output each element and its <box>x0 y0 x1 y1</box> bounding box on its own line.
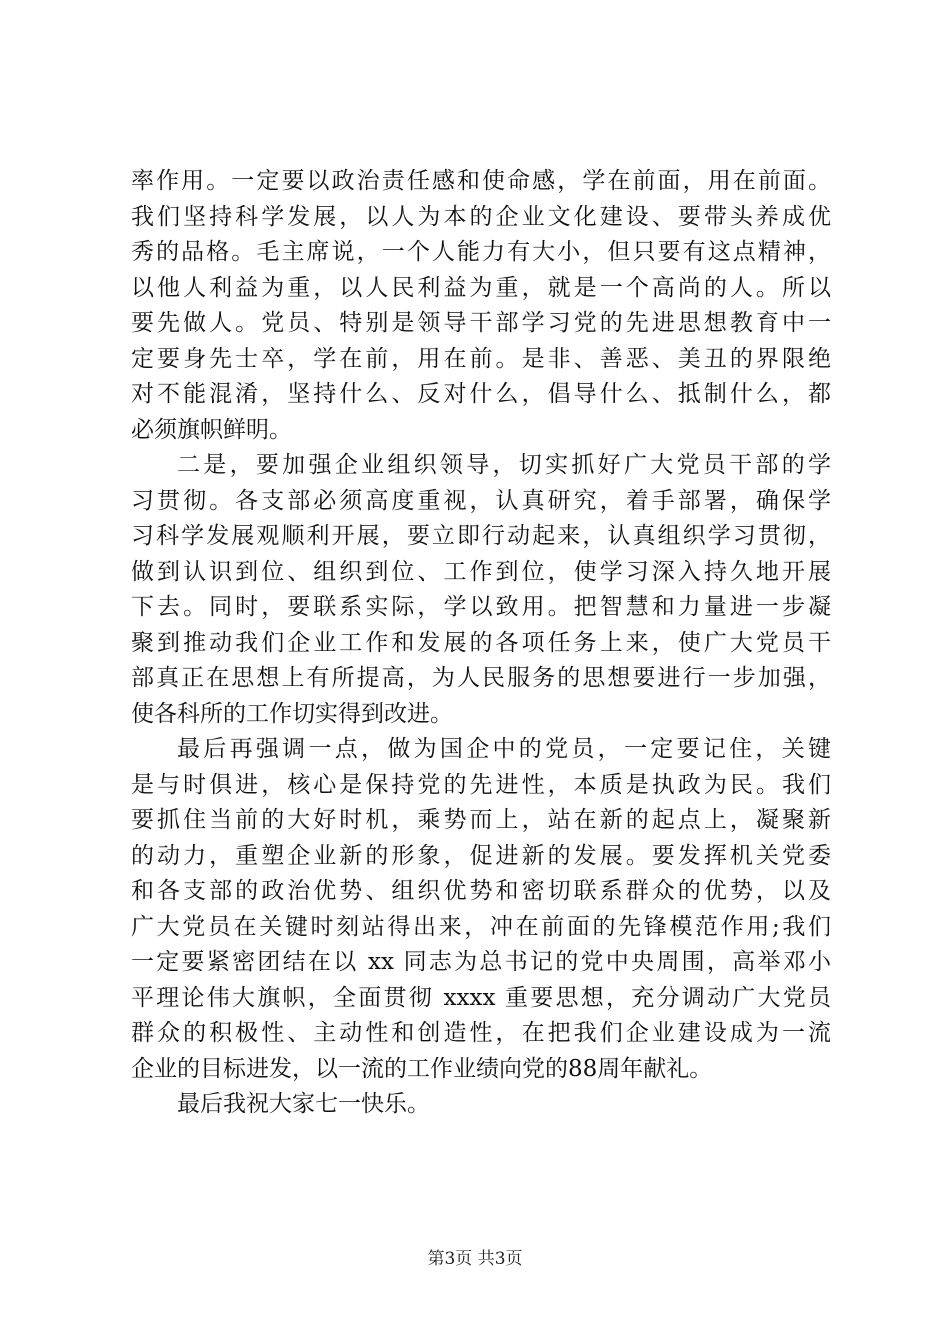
text-line: 要抓住当前的大好时机，乘势而上，站在新的起点上，凝聚新 <box>131 807 831 833</box>
text-line: 要先做人。党员、特别是领导干部学习党的先进思想教育中一 <box>131 310 831 336</box>
text-line: 率作用。一定要以政治责任感和使命感，学在前面，用在前面。 <box>131 168 831 194</box>
text-line: 的动力，重塑企业新的形象，促进新的发展。要发挥机关党委 <box>131 842 831 869</box>
paragraph-start-line: 二是，要加强企业组织领导，切实抓好广大党员干部的学 <box>177 452 831 478</box>
text-line: 使各科所的工作切实得到改进。 <box>131 700 453 727</box>
text-line: 是与时俱进，核心是保持党的先进性，本质是执政为民。我们 <box>131 771 831 798</box>
text-line: 定要身先士卒，学在前，用在前。是非、善恶、美丑的界限绝 <box>131 345 831 372</box>
text-line: 群众的积极性、主动性和创造性，在把我们企业建设成为一流 <box>131 1020 831 1046</box>
page-number-footer: 第3页 共3页 <box>427 1249 523 1269</box>
text-line: 平理论伟大旗帜，全面贯彻 xxxx 重要思想，充分调动广大党员 <box>131 984 831 1011</box>
text-line: 聚到推动我们企业工作和发展的各项任务上来，使广大党员干 <box>131 629 831 656</box>
document-body <box>131 164 831 1123</box>
text-line: 部真正在思想上有所提高，为人民服务的思想要进行一步加强， <box>131 665 831 691</box>
text-line: 做到认识到位、组织到位、工作到位，使学习深入持久地开展 <box>131 558 831 585</box>
paragraph-start-line: 最后我祝大家七一快乐。 <box>177 1091 430 1117</box>
text-line: 以他人利益为重，以人民利益为重，就是一个高尚的人。所以 <box>131 274 831 301</box>
text-line: 广大党员在关键时刻站得出来，冲在前面的先锋模范作用;我们 <box>131 913 831 940</box>
text-line: 秀的品格。毛主席说，一个人能力有大小，但只要有这点精神， <box>131 239 831 265</box>
text-line: 一定要紧密团结在以 xx 同志为总书记的党中央周围，高举邓小 <box>131 949 831 975</box>
paragraph-start-line: 最后再强调一点，做为国企中的党员，一定要记住，关键 <box>177 736 831 762</box>
text-line: 企业的目标进发，以一流的工作业绩向党的88周年献礼。 <box>131 1055 713 1082</box>
text-line: 我们坚持科学发展，以人为本的企业文化建设、要带头养成优 <box>131 203 831 230</box>
text-line: 下去。同时，要联系实际，学以致用。把智慧和力量进一步凝 <box>131 594 831 620</box>
text-line: 习科学发展观顺利开展，要立即行动起来，认真组织学习贯彻， <box>131 523 831 549</box>
text-line: 必须旗帜鲜明。 <box>131 416 292 443</box>
text-line: 对不能混淆，坚持什么、反对什么，倡导什么、抵制什么，都 <box>131 381 831 407</box>
text-line: 习贯彻。各支部必须高度重视，认真研究，着手部署，确保学 <box>131 487 831 514</box>
text-line: 和各支部的政治优势、组织优势和密切联系群众的优势，以及 <box>131 878 831 904</box>
